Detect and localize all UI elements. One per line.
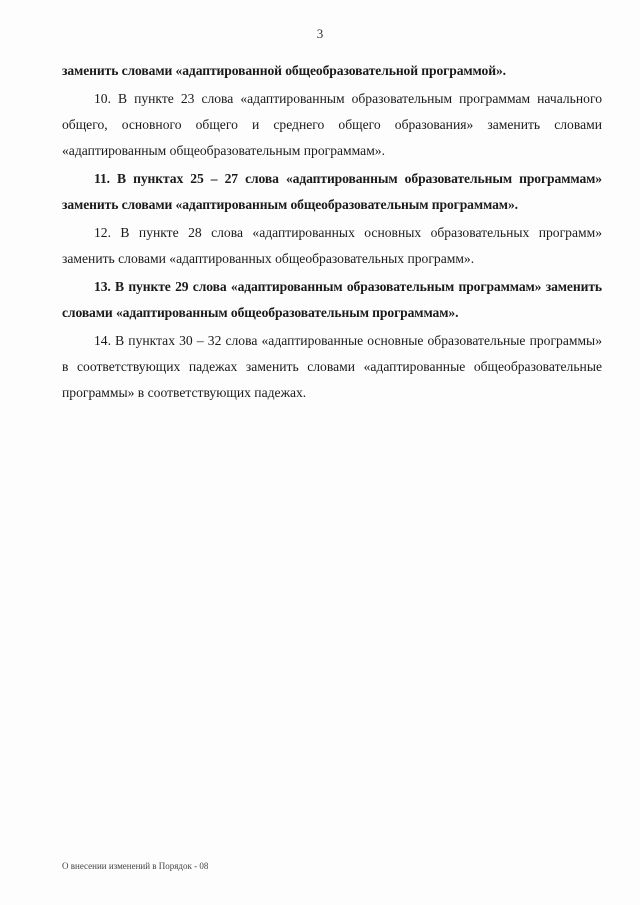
document-body (62, 58, 602, 408)
paragraph-item-11: 11. В пунктах 25 – 27 слова «адаптированным образовательным программам» заменить словами «адаптированным общеобразовательным программам». (62, 171, 602, 212)
paragraph-item-13: 13. В пункте 29 слова «адаптированным образовательным программам» заменить словами «адаптированным общеобразовательным программам». (62, 279, 602, 320)
paragraph-item-12: 12. В пункте 28 слова «адаптированных основных образовательных программ» заменить словами «адаптированных общеобразовательных программ». (62, 225, 602, 266)
page-number: 3 (316, 26, 324, 41)
paragraph-item-14: 14. В пунктах 30 – 32 слова «адаптированные основные образовательные программы» в соответствующих падежах заменить словами «адаптированные общеобразовательные программы» в соответствующих падежах. (62, 333, 602, 400)
footer-note: О внесении изменений в Порядок - 08 (62, 861, 209, 871)
paragraph-item-10: 10. В пункте 23 слова «адаптированным образовательным программам начального общего, основного общего и среднего общего образования» заменить словами «адаптированным общеобразовательным программам». (62, 91, 602, 158)
paragraph-continuation: заменить словами «адаптированной общеобразовательной программой». (62, 63, 506, 78)
